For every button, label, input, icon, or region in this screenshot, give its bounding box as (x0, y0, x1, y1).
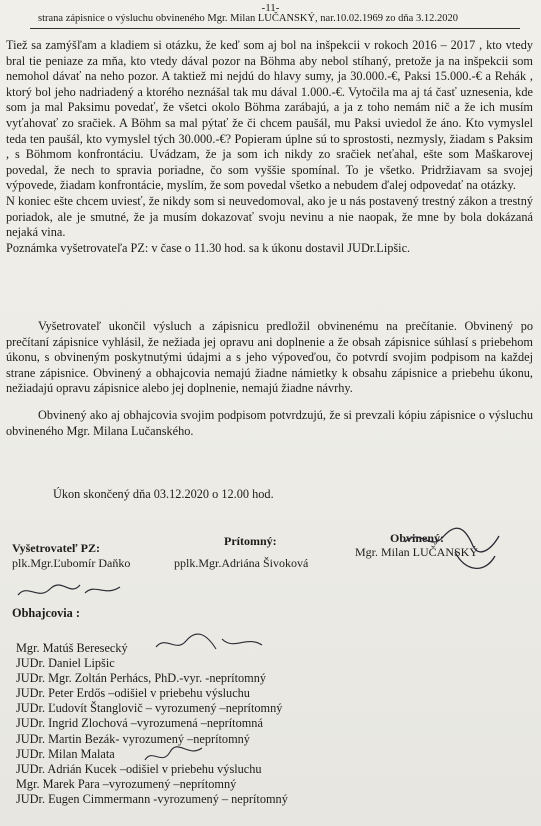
defender-item: JUDr. Adrián Kucek –odišiel v priebehu výsluchu (16, 761, 262, 776)
present-name: pplk.Mgr.Adriána Šivoková (174, 556, 309, 570)
defender-item: Mgr. Marek Para –vyrozumený –neprítomný (16, 776, 237, 791)
defender-item: JUDr. Peter Erdős –odišiel v priebehu výsluchu (16, 686, 250, 701)
present-label: Prítomný: (224, 534, 277, 548)
testimony-text (6, 38, 533, 256)
testimony-paragraph: N koniec ešte chcem uviesť, že nikdy som si neuvedomoval, ako je u nás postavený trestný zákon a trestný poriadok, ale je smutné, že ja musím dokazovať svoju nevinu a nie naopak, že mne by bola dokázaná nejaká vina. (6, 193, 533, 240)
defender-item: JUDr. Ingrid Zlochová –vyrozumená –neprítomná (16, 716, 263, 731)
page-number: -11- (261, 2, 280, 14)
defender-item: JUDr. Eugen Cimmermann -vyrozumený – neprítomný (16, 791, 288, 806)
header-rule (30, 28, 520, 29)
defender-item: JUDr. Martin Bezák- vyrozumený –neprítomný (16, 731, 250, 746)
end-statement: Úkon skončený dňa 03.12.2020 o 12.00 hod. (53, 487, 274, 501)
defenders-list (16, 641, 288, 807)
investigator-note: Poznámka vyšetrovateľa PZ: v čase o 11.30 hod. sa k úkonu dostavil JUDr.Lipšic. (6, 240, 411, 255)
accused-label: Obvinený: (390, 531, 445, 545)
closing-text (6, 319, 533, 439)
defender-item: JUDr. Ľudovít Štanglovič – vyrozumený –neprítomný (16, 701, 283, 716)
defender-item: JUDr. Daniel Lipšic (16, 656, 115, 671)
testimony-paragraph: Tiež sa zamýšľam a kladiem si otázku, že keď som aj bol na inšpekcii v rokoch 2016 – 2017 , kto vtedy bral tie peniaze za mňa, kto vtedy dával pozor na Böhma aby nebol stíhaný, pretože ja na inšpekcii som nemohol dávať na neho pozor. A taktiež mi nejdú do hlavy sumy, ja 30.000.-€, Paksi 15.000.-€ a Rehák , ktorý bol jeho nadriadený a ktorého neznášal tak mu dával 1.000.-€. Vytočila ma aj tá časť uznesenia, kde som ja mal Paksimu povedať, že všetci okolo Böhma zarábajú, a ja z toho nemám nič a že ich musím vyťahovať zo sračiek. A Böhm sa mal pýtať že či chcem paušál, mu Paksi uviedol že áno. Kto vymyslel teda ten paušál, kto vymyslel tých 30.000.-€? Popieram úplne sú to sprostosti, nezmysly, žiadam s Paksim , s Böhmom konfrontáciu. Uvádzam, že ja som ich nikdy zo sračiek neťahal, ešte som Maškarovej povedal, že nech to spravia poriadne, čo som vyššie spomínal. To je všetko. Pridržiavam sa svojej výpovede, žiadam konfrontácie, myslím, že som povedal všetko a nebudem ďalej odpovedať na otázky. (6, 38, 533, 193)
accused-name: Mgr. Milan LUČANSKÝ (355, 545, 479, 559)
closing-paragraph: Obvinený ako aj obhajcovia svojim podpisom potvrdzujú, že si prevzali kópiu zápisnice o výsluchu obvineného Mgr. Milana Lučanského. (6, 407, 533, 438)
defender-item: JUDr. Milan Malata (16, 746, 115, 761)
accused-signature-image (395, 522, 515, 582)
defender-item: JUDr. Mgr. Zoltán Perhács, PhD.-vyr. -neprítomný (16, 671, 267, 686)
investigator-label: Vyšetrovateľ PZ: (12, 541, 100, 555)
closing-paragraph: Vyšetrovateľ ukončil výsluch a zápisnicu predložil obvinenému na prečítanie. Obvinený po prečítaní zápisnice vyhlásil, že nežiada jej opravu ani doplnenie a že obsah zápisnice súhlasí s priebehom úkonu, s obvineným poskytnutými údajmi a s jeho výpoveďou, čo potvrdí svojim podpisom na každej strane zápisnice. Obvinený a obhajcovia nemajú žiadne námietky k obsahu zápisnice a priebehu úkonu, nežiadajú opravu zápisnice alebo jej doplnenie, nemajú žiadne návrhy. (6, 319, 533, 396)
investigator-signature-image (10, 575, 130, 610)
defender-item: Mgr. Matúš Beresecký (16, 641, 128, 655)
defenders-label: Obhajcovia : (12, 606, 80, 620)
investigator-name: plk.Mgr.Ľubomír Daňko (12, 556, 131, 570)
page-header: strana zápisnice o výsluchu obvineného Mgr. Milan LUČANSKÝ, nar.10.02.1969 zo dňa 3.12.2020 (38, 13, 458, 24)
